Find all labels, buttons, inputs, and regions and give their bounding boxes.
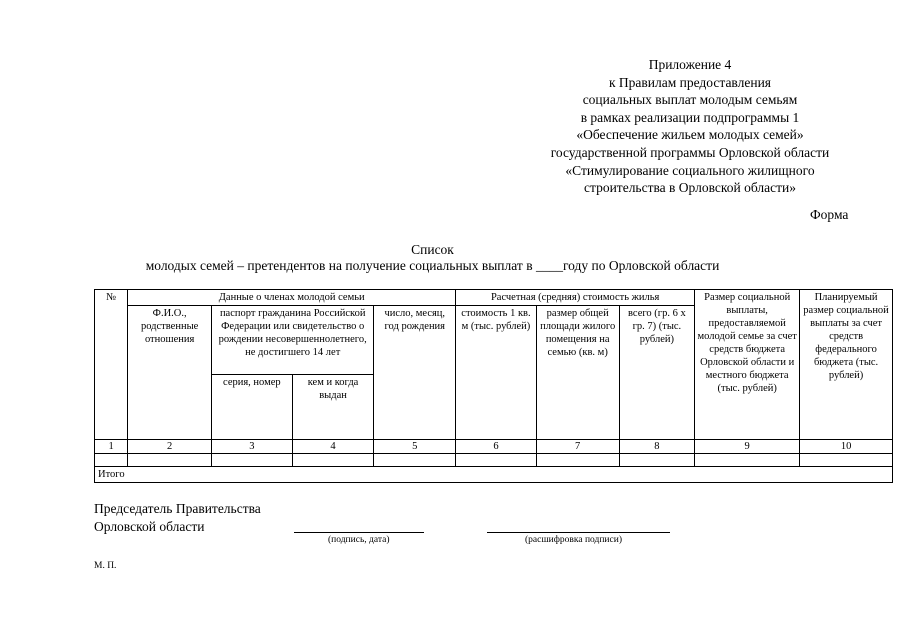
header-area: размер общей площади жилого помещения на семью (кв. м) <box>536 306 619 440</box>
header-social-payment: Размер социальной выплаты, предоставляемой молодой семье за счет средств бюджета Орловской области и местного бюджета (тыс. рублей) <box>695 290 800 440</box>
table-cell <box>695 454 800 467</box>
signer-position-line2: Орловской области <box>94 519 205 534</box>
column-number: 5 <box>374 440 456 454</box>
total-row <box>95 467 893 483</box>
column-number: 8 <box>619 440 695 454</box>
total-label: Итого <box>95 467 893 483</box>
table-cell <box>800 454 893 467</box>
table-cell <box>374 454 456 467</box>
column-number: 6 <box>456 440 537 454</box>
table-row <box>95 454 893 467</box>
families-table <box>94 289 893 483</box>
column-number: 4 <box>292 440 374 454</box>
column-number: 2 <box>128 440 212 454</box>
annex-line: государственной программы Орловской области <box>550 144 830 160</box>
table-cell <box>456 454 537 467</box>
header-total-cost: всего (гр. 6 x гр. 7) (тыс. рублей) <box>619 306 695 440</box>
decode-line <box>487 532 670 533</box>
header-issued-filler <box>292 409 374 440</box>
column-number: 3 <box>212 440 293 454</box>
table-cell <box>619 454 695 467</box>
table-cell <box>292 454 374 467</box>
stamp-label: М. П. <box>94 561 117 571</box>
signature-caption: (подпись, дата) <box>328 535 390 545</box>
document-title: Список <box>411 242 454 257</box>
header-family-group: Данные о членах молодой семьи <box>128 290 456 306</box>
signer-position-line1: Председатель Правительства <box>94 501 261 516</box>
document-subtitle: молодых семей – претендентов на получение социальных выплат в ____году по Орловской области <box>145 258 720 273</box>
table-cell <box>128 454 212 467</box>
annex-line: «Стимулирование социального жилищного <box>565 162 815 178</box>
column-number: 10 <box>800 440 893 454</box>
table-cell <box>212 454 293 467</box>
column-number: 9 <box>695 440 800 454</box>
header-cost-per-sqm: стоимость 1 кв. м (тыс. рублей) <box>456 306 537 440</box>
header-issued-by: кем и когда выдан <box>292 375 374 409</box>
header-birth-date: число, месяц, год рождения <box>374 306 456 440</box>
annex-line: к Правилам предоставления <box>608 74 772 90</box>
annex-line: Приложение 4 <box>648 57 732 72</box>
annex-line: в рамках реализации подпрограммы 1 <box>580 109 800 125</box>
table-cell <box>95 454 128 467</box>
header-passport: паспорт гражданина Российской Федерации или свидетельство о рождении несовершеннолетнего, не достигшего 14 лет <box>212 306 374 375</box>
signature-line <box>294 532 424 533</box>
form-label: Форма <box>810 207 849 222</box>
table-cell <box>536 454 619 467</box>
header-fio: Ф.И.О., родственные отношения <box>128 306 212 440</box>
header-planned-federal: Планируемый размер социальной выплаты за счет средств федерального бюджета (тыс. рублей) <box>800 290 893 440</box>
annex-line: социальных выплат молодым семьям <box>582 92 798 108</box>
header-number: № <box>95 290 128 440</box>
header-series-number: серия, номер <box>212 375 293 409</box>
column-number: 1 <box>95 440 128 454</box>
annex-line: «Обеспечение жильем молодых семей» <box>576 127 804 143</box>
annex-line: строительства в Орловской области» <box>584 180 796 196</box>
header-cost-group: Расчетная (средняя) стоимость жилья <box>456 290 695 306</box>
header-series-filler <box>212 409 293 440</box>
column-number: 7 <box>536 440 619 454</box>
annex-header <box>520 56 860 197</box>
decode-caption: (расшифровка подписи) <box>525 535 622 545</box>
